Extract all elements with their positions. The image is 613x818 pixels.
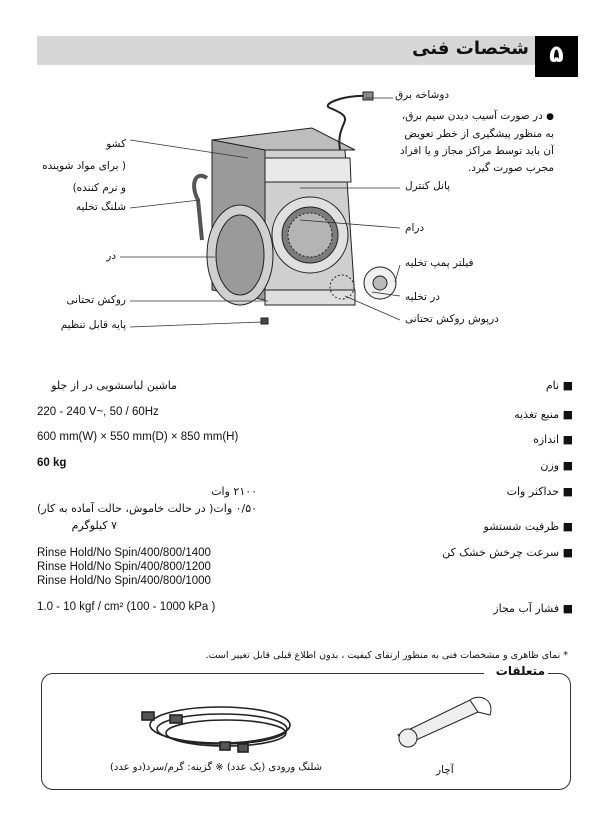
callout-lower-cover-lid: درپوش روکش تحتانی [405,313,499,325]
accessories-title: متعلقات [495,664,545,678]
spec-label-size: ■ اندازه [533,433,573,446]
accessory-label-inlet-hose: شلنگ ورودی (یک عدد) ※ گزینه: گرم/سرد(دو عدد) [110,762,323,773]
spec-label-water-pressure: ■ فشار آب مجاز [493,602,573,615]
bullet-square-icon: ■ [562,379,573,392]
callout-door: در [106,250,116,262]
bullet-square-icon: ■ [562,520,573,533]
bullet-square-icon: ■ [562,602,573,615]
spec-value-water-pressure: 1.0 - 10 kgf / cm² (100 - 1000 kPa ) [37,601,216,613]
spec-label-name: ■ نام [545,379,573,392]
callout-plug: دوشاخه برق [395,89,450,101]
spec-label-weight: ■ وزن [540,459,573,472]
spec-label-power: ■ منبع تغذیه [514,408,573,421]
callout-drain-door: در تخلیه [405,291,441,303]
bullet-square-icon: ■ [562,408,573,421]
callout-control-panel: پانل کنترل [405,180,451,192]
callout-drawer: کشو ( برای مواد شوینده و نرم کننده) [42,138,126,194]
accessory-label-spanner: آچار [436,764,454,776]
inlet-hose-icon [142,707,290,752]
callout-lower-cover: روکش تحتانی [66,294,126,306]
callout-warning: ● در صورت آسیب دیدن سیم برق، به منظور پیشگیری از خطر تعویض آن باید توسط مراکز مجاز و یا افراد مجرب صورت گیرد. [400,110,554,174]
callout-drum: درام [405,222,425,234]
bullet-square-icon: ■ [562,433,573,446]
spanner-icon [398,697,491,747]
spec-label-max-watt: ■ حداکثر وات [506,485,573,498]
spec-change-note: * نمای ظاهری و مشخصات فنی به منظور ارتقای کیفیت ، بدون اطلاع قبلی قابل تغییر است. [205,650,568,661]
spec-value-max-watt: ۲۱۰۰ وات ۰/۵۰ وات( در حالت خاموش، حالت آماده به کار) [37,485,258,515]
section-number: ۵ [535,36,578,77]
bullet-square-icon: ■ [562,546,573,559]
bullet-square-icon: ■ [562,459,573,472]
callout-drain-hose: شلنگ تخلیه [75,201,126,213]
spec-value-name: ماشین لباسشویی در از جلو [51,379,177,392]
spec-label-capacity: ■ ظرفیت شستشو [483,520,573,533]
callout-pump-filter: فیلتر پمپ تخلیه [405,257,474,269]
spec-value-power: 220 - 240 V~, 50 / 60Hz [37,406,159,418]
bullet-icon: ● [546,112,554,122]
spec-value-spin-speed: Rinse Hold/No Spin/400/800/1400 Rinse Hold/No Spin/400/800/1200 Rinse Hold/No Spin/400/800/1000 [37,547,211,587]
bullet-square-icon: ■ [562,485,573,498]
spec-value-capacity: ۷ کیلوگرم [71,519,117,532]
spec-value-weight: 60 kg [37,457,67,469]
spec-label-spin-speed: ■ سرعت چرخش خشک کن [442,546,573,559]
spec-value-size: 600 mm(W) × 550 mm(D) × 850 mm(H) [37,431,239,443]
callout-adjustable-foot: پایه قابل تنظیم [60,319,126,331]
section-title: شخصات فنی [412,38,529,59]
